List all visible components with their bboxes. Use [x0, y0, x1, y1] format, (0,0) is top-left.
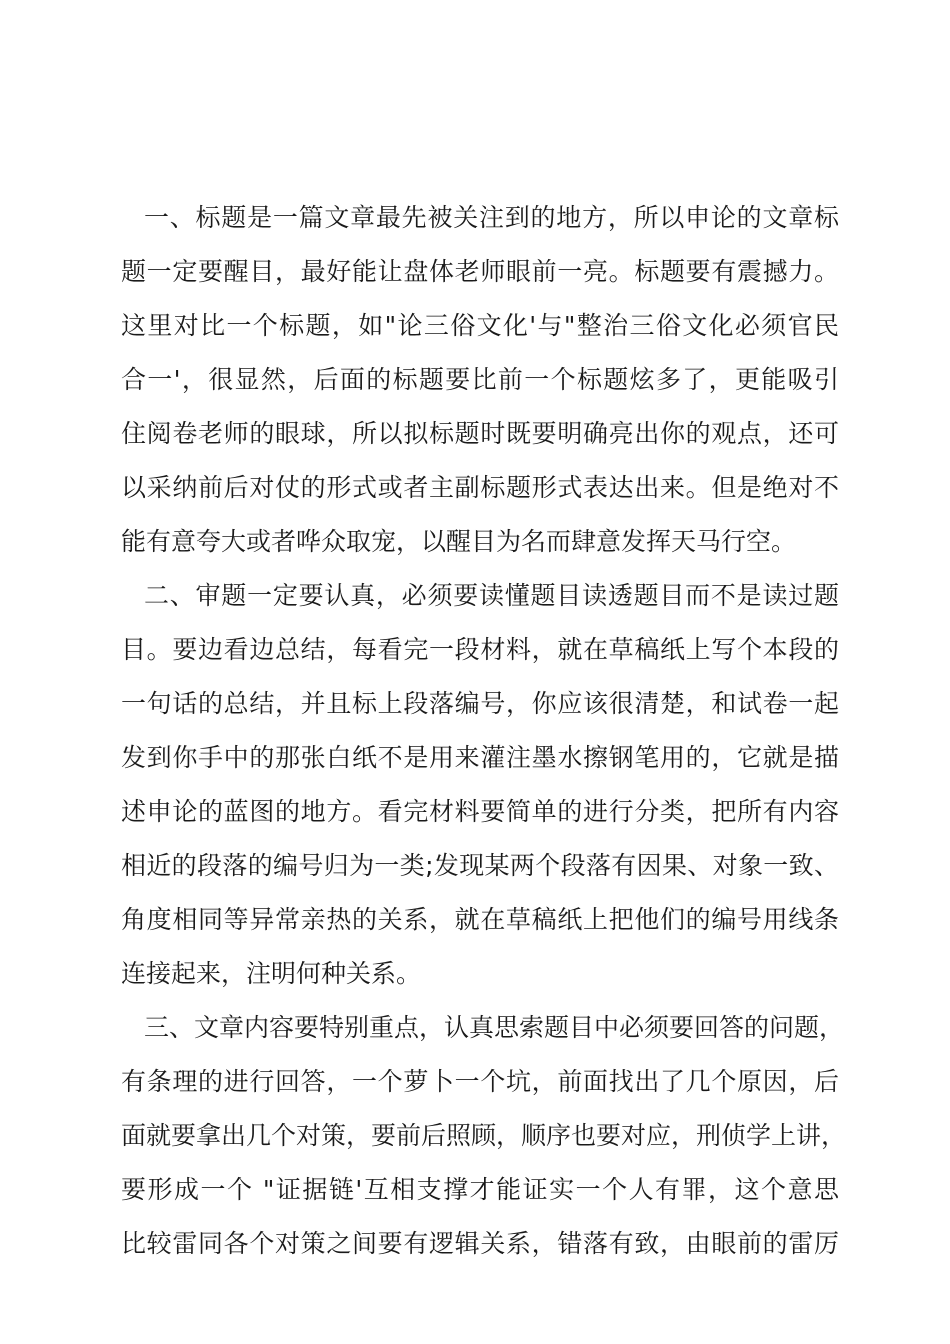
text-line: 这里对比一个标题，如"论三俗文化'与"整治三俗文化必须官民 [121, 311, 839, 340]
text-line: 一、标题是一篇文章最先被关注到的地方，所以申论的文章标 [144, 203, 839, 232]
text-line: 要形成一个 "证据链'互相支撑才能证实一个人有罪，这个意思 [121, 1175, 839, 1204]
text-line: 能有意夸大或者哗众取宠，以醒目为名而肆意发挥天马行空。 [121, 527, 797, 556]
text-line: 面就要拿出几个对策，要前后照顾，顺序也要对应，刑侦学上讲， [121, 1121, 847, 1150]
text-line: 题一定要醒目，最好能让盘体老师眼前一亮。标题要有震撼力。 [121, 257, 839, 286]
text-line: 合一'，很显然，后面的标题要比前一个标题炫多了，更能吸引 [121, 365, 839, 394]
text-line: 有条理的进行回答，一个萝卜一个坑，前面找出了几个原因，后 [121, 1067, 839, 1096]
text-line: 连接起来，注明何种关系。 [121, 959, 422, 988]
text-line: 目。要边看边总结，每看完一段材料，就在草稿纸上写个本段的 [121, 635, 839, 664]
text-line: 比较雷同各个对策之间要有逻辑关系，错落有致，由眼前的雷厉 [121, 1229, 839, 1258]
text-line: 二、审题一定要认真，必须要读懂题目读透题目而不是读过题 [144, 581, 839, 610]
text-line: 一句话的总结，并且标上段落编号，你应该很清楚，和试卷一起 [121, 689, 839, 718]
text-line: 述申论的蓝图的地方。看完材料要简单的进行分类，把所有内容 [121, 797, 839, 826]
text-line: 三、文章内容要特别重点，认真思索题目中必须要回答的问题， [144, 1013, 845, 1042]
text-line: 相近的段落的编号归为一类;发现某两个段落有因果、对象一致、 [121, 851, 839, 880]
text-line: 住阅卷老师的眼球，所以拟标题时既要明确亮出你的观点，还可 [121, 419, 839, 448]
text-line: 以采纳前后对仗的形式或者主副标题形式表达出来。但是绝对不 [121, 473, 839, 502]
text-line: 发到你手中的那张白纸不是用来灌注墨水擦钢笔用的，它就是描 [121, 743, 839, 772]
text-line: 角度相同等异常亲热的关系，就在草稿纸上把他们的编号用线条 [121, 905, 839, 934]
